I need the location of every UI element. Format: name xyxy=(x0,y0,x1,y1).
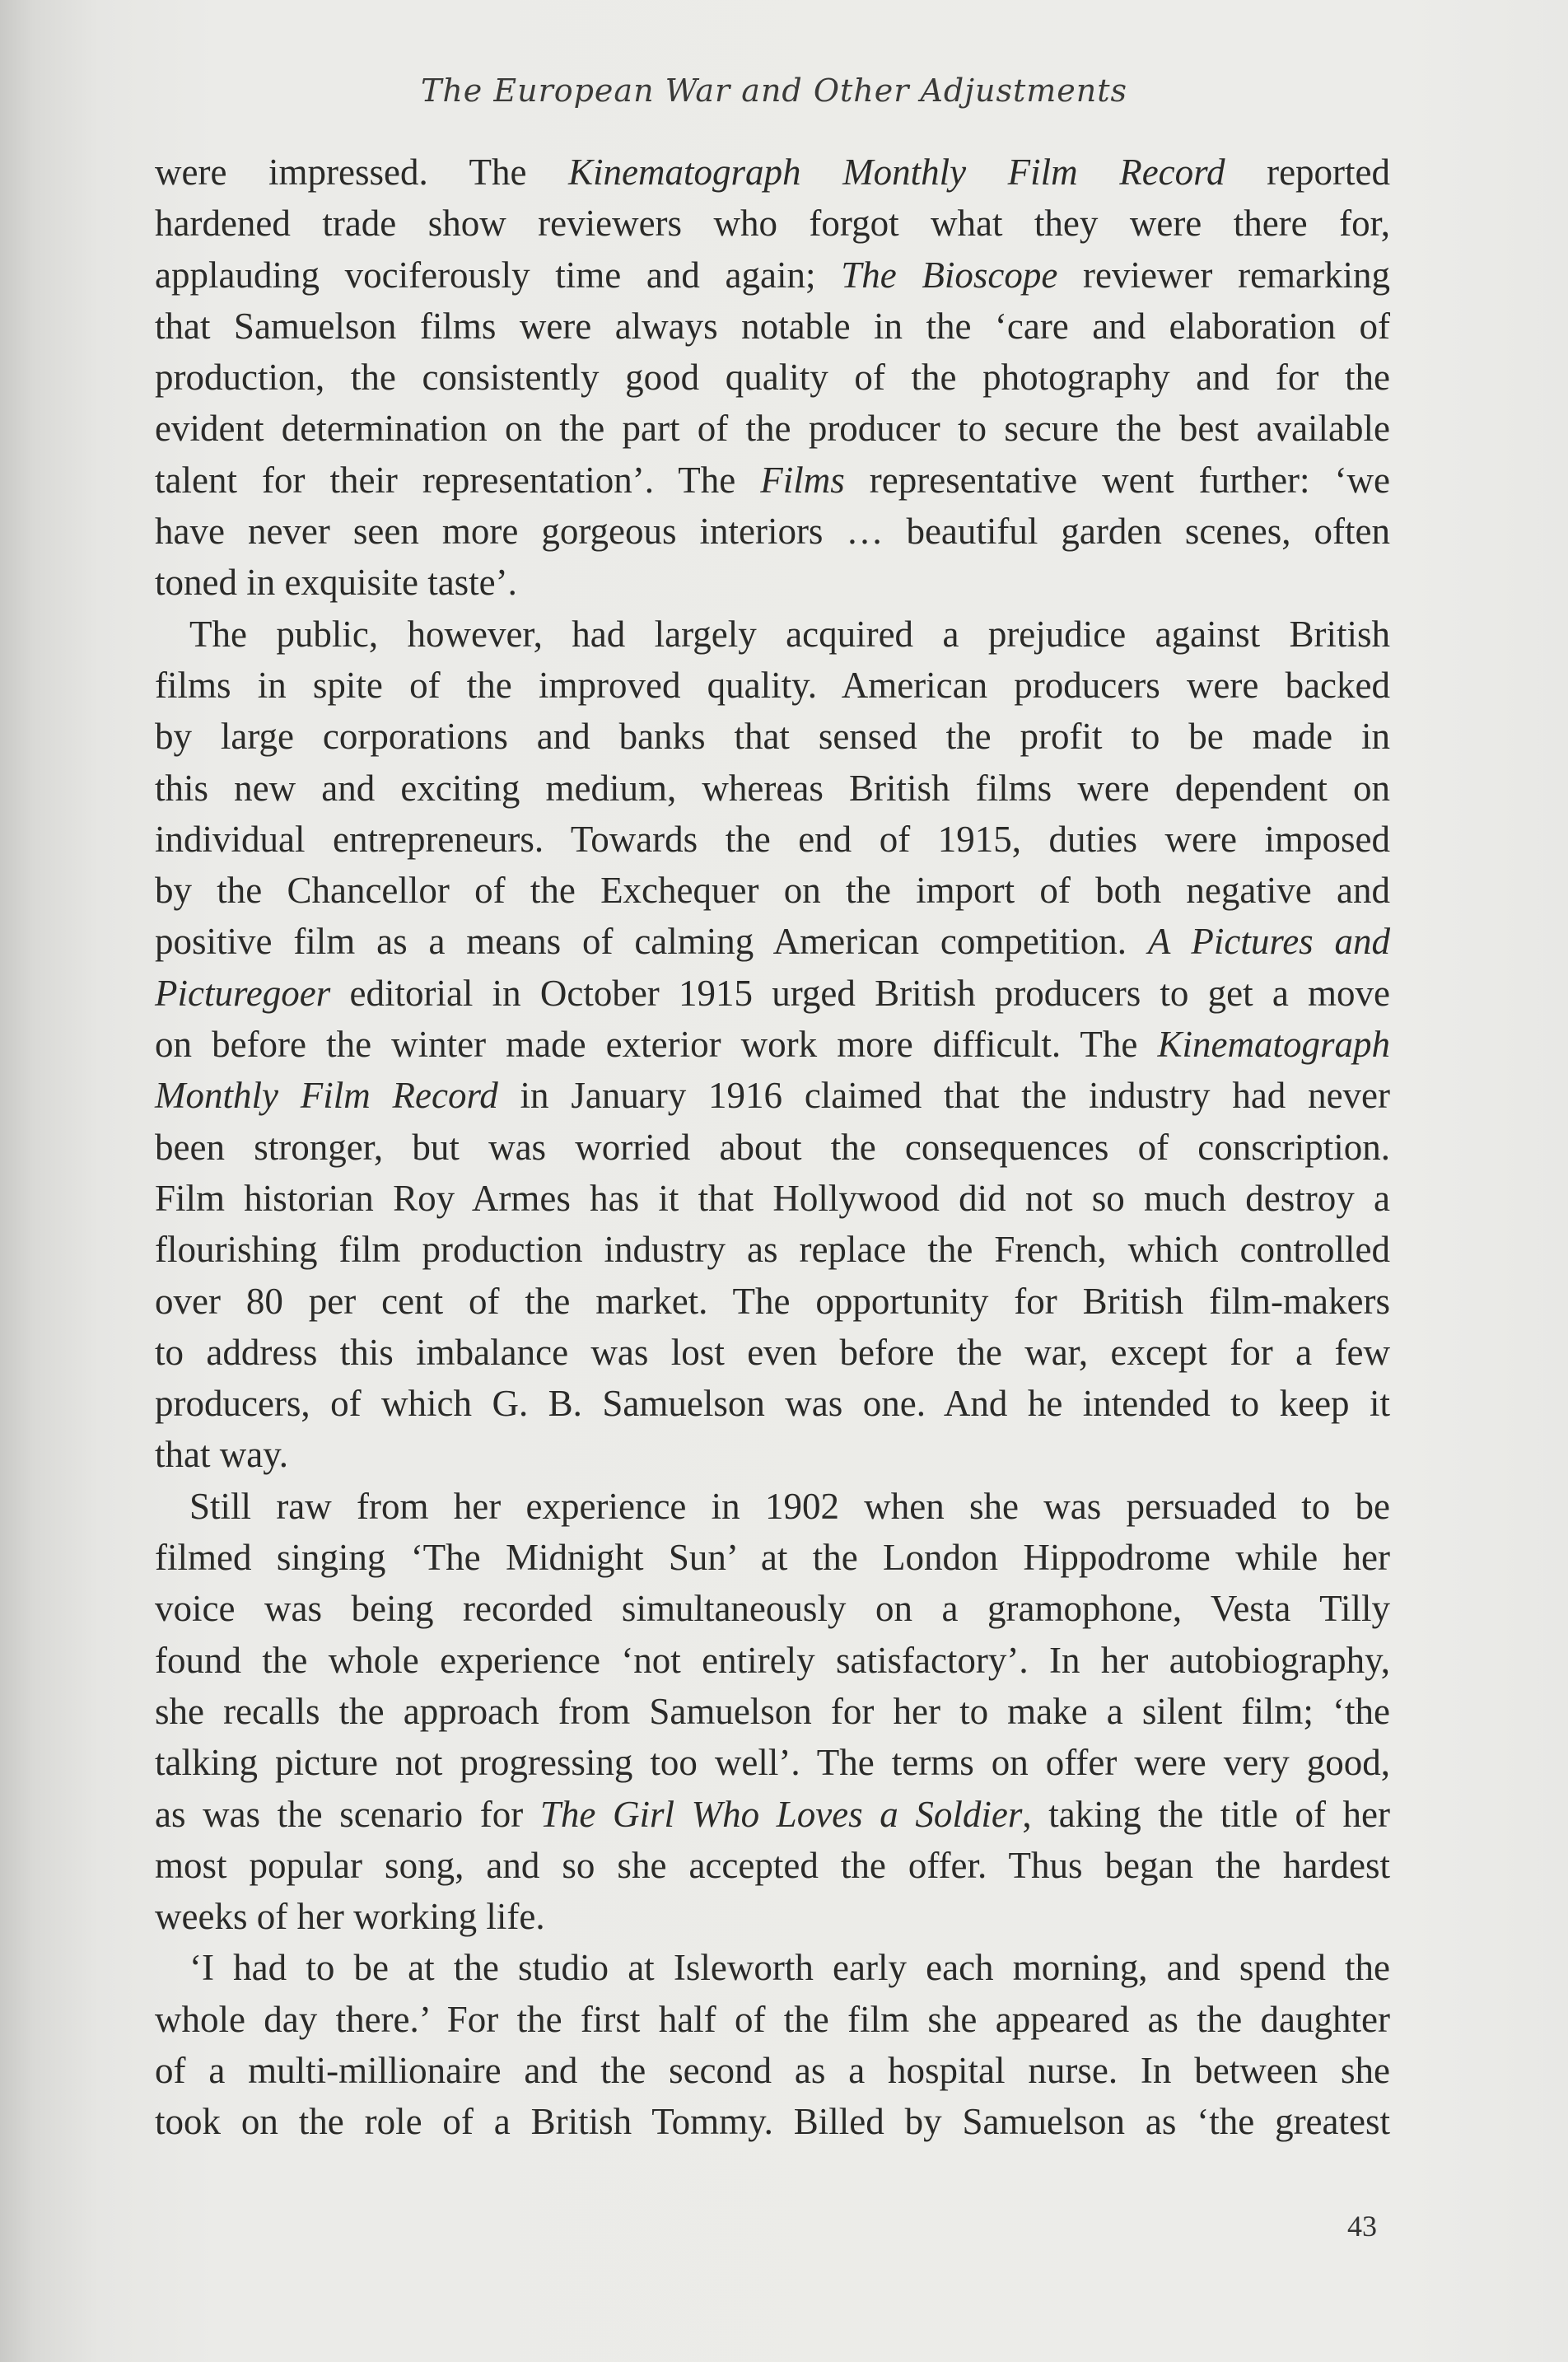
text-line xyxy=(155,301,1390,352)
italic-text: Monthly Film Record xyxy=(155,1075,498,1117)
text-run: been stronger, but was worried about the consequences of conscription. xyxy=(155,1126,1390,1168)
text-run: The public, however, had largely acquired a prejudice against British xyxy=(189,613,1390,655)
text-run: that Samuelson films were always notable in the ‘care and elaboration of xyxy=(155,305,1390,347)
italic-text: The Girl Who Loves a Soldier xyxy=(539,1793,1023,1835)
text-line xyxy=(155,1840,1390,1891)
text-line xyxy=(155,763,1390,814)
text-run: by the Chancellor of the Exchequer on the import of both negative and xyxy=(155,870,1390,912)
text-run: hardened trade show reviewers who forgot what they were there for, xyxy=(155,203,1390,245)
text-run: to address this imbalance was lost even before the war, except for a few xyxy=(155,1331,1390,1373)
italic-text: A Pictures and xyxy=(1147,921,1391,963)
text-line xyxy=(155,352,1390,403)
text-run: over 80 per cent of the market. The opportunity for British film-makers xyxy=(155,1280,1390,1322)
text-run: she recalls the approach from Samuelson for her to make a silent film; ‘the xyxy=(155,1690,1390,1732)
text-run: in January 1916 claimed that the industry had never xyxy=(497,1075,1390,1117)
text-run: evident determination on the part of the producer to secure the best available xyxy=(155,408,1390,450)
text-line xyxy=(155,455,1390,506)
text-line xyxy=(155,865,1390,916)
text-run: on before the winter made exterior work more difficult. The xyxy=(155,1024,1158,1066)
text-run: found the whole experience ‘not entirely satisfactory’. In her autobiography, xyxy=(155,1639,1390,1681)
text-run: production, the consistently good quality of the photography and for the xyxy=(155,357,1390,399)
text-line xyxy=(155,916,1390,967)
text-line xyxy=(155,250,1390,301)
text-run: most popular song, and so she accepted the offer. Thus began the hardest xyxy=(155,1844,1390,1886)
body-text xyxy=(155,147,1390,2148)
text-run: by large corporations and banks that sensed the profit to be made in xyxy=(155,716,1390,758)
text-run: flourishing film production industry as replace the French, which controlled xyxy=(155,1229,1390,1271)
italic-text: Picturegoer xyxy=(155,972,331,1014)
text-run: positive film as a means of calming American competition. xyxy=(155,921,1148,963)
text-line xyxy=(155,1891,1390,1942)
text-run: whole day there.’ For the first half of the film she appeared as the daughter xyxy=(155,1998,1390,2040)
text-run: Film historian Roy Armes has it that Hollywood did not so much destroy a xyxy=(155,1177,1390,1219)
text-line xyxy=(155,609,1390,660)
text-run: voice was being recorded simultaneously on a gramophone, Vesta Tilly xyxy=(155,1588,1390,1630)
text-line xyxy=(155,1429,1390,1480)
text-line xyxy=(155,1583,1390,1634)
text-line xyxy=(155,2045,1390,2096)
text-line xyxy=(155,1994,1390,2045)
running-head: The European War and Other Adjustments xyxy=(420,72,1128,109)
text-line xyxy=(155,1276,1390,1327)
text-line xyxy=(155,1481,1390,1532)
text-run: films in spite of the improved quality. American producers were backed xyxy=(155,664,1390,706)
text-run: this new and exciting medium, whereas British films were dependent on xyxy=(155,767,1390,809)
text-run: toned in exquisite taste’. xyxy=(155,562,517,604)
text-line xyxy=(155,1019,1390,1070)
text-run: Still raw from her experience in 1902 when she was persuaded to be xyxy=(189,1485,1390,1527)
text-line xyxy=(155,814,1390,865)
text-run: producers, of which G. B. Samuelson was one. And he intended to keep it xyxy=(155,1383,1390,1425)
text-run: weeks of her working life. xyxy=(155,1896,545,1938)
italic-text: Kinematograph Monthly Film Record xyxy=(568,152,1225,193)
text-line xyxy=(155,1224,1390,1275)
text-line xyxy=(155,1635,1390,1686)
text-run: , taking the title of her xyxy=(1022,1793,1391,1835)
text-run: talent for their representation’. The xyxy=(155,459,761,501)
text-line xyxy=(155,1942,1390,1993)
text-line xyxy=(155,968,1390,1019)
text-line xyxy=(155,2096,1390,2147)
text-run: have never seen more gorgeous interiors … beautiful garden scenes, often xyxy=(155,511,1390,553)
text-run: were impressed. The xyxy=(155,152,569,193)
text-run: ‘I had to be at the studio at Isleworth early each morning, and spend the xyxy=(189,1947,1390,1989)
text-line xyxy=(155,506,1390,557)
text-run: as was the scenario for xyxy=(155,1793,540,1835)
text-line xyxy=(155,557,1390,608)
text-run: of a multi-millionaire and the second as a hospital nurse. In between she xyxy=(155,2049,1390,2091)
text-run: talking picture not progressing too well’. The terms on offer were very good, xyxy=(155,1742,1390,1784)
text-run: that way. xyxy=(155,1434,289,1476)
text-line xyxy=(155,1173,1390,1224)
italic-text: The Bioscope xyxy=(841,254,1058,296)
text-line xyxy=(155,403,1390,454)
text-run: filmed singing ‘The Midnight Sun’ at the London Hippodrome while her xyxy=(155,1537,1390,1579)
text-line xyxy=(155,1070,1390,1121)
italic-text: Kinematograph xyxy=(1157,1024,1390,1066)
text-line xyxy=(155,660,1390,711)
text-run: editorial in October 1915 urged British producers to get a move xyxy=(330,972,1390,1014)
text-line xyxy=(155,711,1390,762)
text-line xyxy=(155,1686,1390,1737)
text-run: representative went further: ‘we xyxy=(844,459,1390,501)
text-line xyxy=(155,1789,1390,1840)
text-line xyxy=(155,1327,1390,1378)
text-line xyxy=(155,1122,1390,1173)
italic-text: Films xyxy=(760,459,845,501)
text-line xyxy=(155,1737,1390,1788)
text-line xyxy=(155,1532,1390,1583)
text-line xyxy=(155,147,1390,198)
text-run: reported xyxy=(1225,152,1390,193)
text-line xyxy=(155,1378,1390,1429)
text-run: applauding vociferously time and again; xyxy=(155,254,842,296)
page-number: 43 xyxy=(1347,2210,1377,2243)
text-run: reviewer remarking xyxy=(1057,254,1391,296)
text-run: individual entrepreneurs. Towards the end of 1915, duties were imposed xyxy=(155,818,1390,860)
text-line xyxy=(155,198,1390,249)
text-run: took on the role of a British Tommy. Billed by Samuelson as ‘the greatest xyxy=(155,2101,1390,2143)
